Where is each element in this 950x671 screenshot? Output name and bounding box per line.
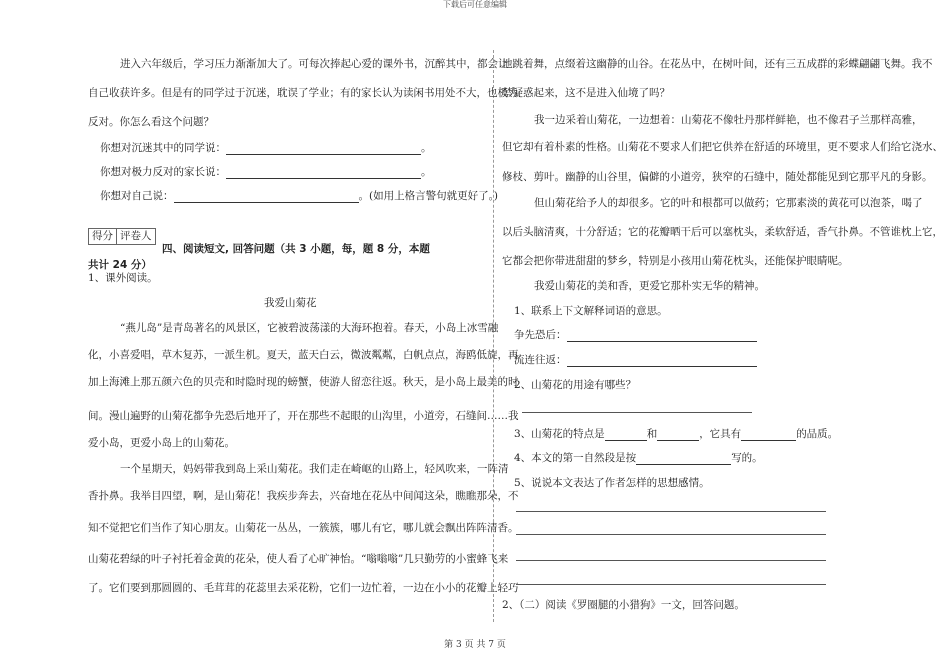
period: 。 — [421, 166, 432, 178]
answer-line-5[interactable] — [516, 534, 826, 535]
article-line: 修枝、剪叶。幽静的山谷里，偏僻的小道旁，狭窄的石缝中，随处都能见到它那平凡的身影。 — [502, 171, 933, 183]
question-4-text: 4、本文的第一自然段是按 — [514, 452, 637, 464]
intro-line-2: 自己收获许多。但是有的同学过于沉迷，耽误了学业；有的家长认为读闲书用处不大，也极力 — [88, 87, 519, 99]
article-line: 以后头脑清爽，十分舒适；它的花瓣晒干后可以塞枕头，柔软舒适，香气扑鼻。不管谁枕上它， — [502, 226, 943, 238]
answer-blank-3b[interactable] — [657, 429, 699, 441]
answer-line-5[interactable] — [516, 560, 826, 561]
answer-line-2[interactable] — [522, 412, 752, 413]
article-line: 化，小喜爱唱，草木复苏，一派生机。夏天，蓝天白云，微波粼粼，白帆点点，海鸥低旋，再 — [88, 349, 519, 361]
sub-question-1: 1、课外阅读。 — [88, 272, 158, 284]
question-self-label: 你想对自己说： — [100, 190, 174, 202]
question-1b — [514, 354, 757, 367]
answer-blank-3c[interactable] — [741, 429, 796, 441]
article-line: 加上海滩上那五颜六色的贝壳和时隐时现的螃蟹，使游人留恋往返。秋天，是小岛上最美的时 — [88, 376, 519, 388]
sub-question-2: 2、（二）阅读《罗圈腿的小猎狗》一文，回答问题。 — [502, 599, 745, 611]
article-line: 地跳着舞，点缀着这幽静的山谷。在花丛中，在树叶间，还有三五成群的彩蝶翩翩飞舞。我不 — [502, 58, 933, 70]
article-title: 我爱山菊花 — [264, 297, 317, 309]
question-classmate-label: 你想对沉迷其中的同学说： — [100, 142, 226, 154]
article-line: 香扑鼻。我举目四望，啊，是山菊花！我疾步奔去，兴奋地在花丛中间闻这朵，瞧瞧那朵，不 — [88, 490, 519, 502]
question-3-text: 的品质。 — [796, 428, 839, 440]
section-title-line-2: 共计 24 分） — [88, 259, 152, 271]
question-2: 2、山菊花的用途有哪些？ — [514, 379, 637, 391]
period: 。 — [421, 142, 432, 154]
article-line: 禁疑惑起来，这不是进入仙境了吗？ — [502, 87, 670, 99]
intro-line-3: 反对。你怎么看这个问题？ — [88, 116, 214, 128]
answer-blank-self[interactable] — [174, 191, 359, 203]
answer-line-5[interactable] — [516, 511, 826, 512]
article-line: 但山菊花给予人的却很多。它的叶和根都可以做药；它那素淡的黄花可以泡茶，喝了 — [534, 197, 923, 209]
article-line: 间。漫山遍野的山菊花都争先恐后地开了，开在那些不起眼的山沟里，小道旁，石缝间……我 — [88, 410, 519, 422]
question-parent-label: 你想对极力反对的家长说： — [100, 166, 226, 178]
header-note: 下载后可任意编辑 — [443, 0, 507, 9]
answer-blank-parent[interactable] — [226, 167, 421, 179]
question-1a — [514, 329, 757, 342]
article-line: 了。它们要到那圆圆的、毛茸茸的花蕊里去采花粉，它们一边忙着，一边在小小的花瓣上轻巧 — [88, 582, 519, 594]
question-5: 5、说说本文表达了作者怎样的思想感情。 — [514, 477, 710, 489]
answer-blank-1a[interactable] — [567, 330, 757, 342]
article-line: 爱小岛，更爱小岛上的山菊花。 — [88, 437, 235, 449]
article-line: “燕儿岛”是青岛著名的风景区，它被碧波荡漾的大海环抱着。春天，小岛上冰雪融 — [120, 322, 499, 334]
article-line: 山菊花碧绿的叶子衬托着金黄的花朵，使人看了心旷神怡。“嗡嗡嗡”几只勤劳的小蜜蜂飞来 — [88, 553, 509, 565]
article-line: 它都会把你带进甜甜的梦乡，特别是小孩用山菊花枕头，还能保护眼睛呢。 — [502, 255, 849, 267]
question-3-text: 和 — [646, 428, 658, 440]
question-3-text: ，它具有 — [699, 428, 742, 440]
answer-blank-3a[interactable] — [605, 429, 647, 441]
question-3-text: 3、山菊花的特点是 — [514, 428, 605, 440]
article-line: 知不觉把它们当作了知心朋友。山菊花一丛丛，一簇簇，哪儿有它，哪儿就会飘出阵阵清香。 — [88, 522, 519, 534]
article-line: 我爱山菊花的美和香，更爱它那朴实无华的精神。 — [534, 280, 765, 292]
score-box — [88, 228, 156, 245]
question-self — [100, 190, 498, 203]
answer-line-5[interactable] — [516, 584, 826, 585]
page-number: 第 3 页 共 7 页 — [444, 640, 506, 650]
article-line: 我一边采着山菊花，一边想着：山菊花不像牡丹那样鲜艳，也不像君子兰那样高雅， — [534, 114, 923, 126]
question-3 — [514, 428, 838, 441]
question-1a-label: 争先恐后： — [514, 329, 567, 341]
article-line: 但它却有着朴素的性格。山菊花不要求人们把它供养在舒适的环境里，更不要求人们给它浇水、 — [502, 141, 943, 153]
column-divider — [493, 50, 494, 622]
article-line: 一个星期天，妈妈带我到岛上采山菊花。我们走在崎岖的山路上，轻风吹来，一阵清 — [120, 463, 509, 475]
answer-blank-1b[interactable] — [567, 355, 757, 367]
answer-blank-classmate[interactable] — [226, 143, 421, 155]
answer-blank-4[interactable] — [636, 453, 731, 465]
grader-label: 评卷人 — [116, 229, 155, 244]
question-1b-label: 流连往返： — [514, 354, 567, 366]
question-4 — [514, 452, 763, 465]
question-parent — [100, 166, 432, 179]
question-classmate — [100, 142, 432, 155]
question-4-text: 写的。 — [731, 452, 763, 464]
question-self-tail: 。(如用上格言警句就更好了。) — [358, 190, 498, 202]
section-title: 四、阅读短文, 回答问题（共 3 小题，每，题 8 分，本题 — [162, 243, 430, 255]
score-label: 得分 — [92, 230, 113, 242]
question-1: 1、联系上下文解释词语的意思。 — [514, 305, 668, 317]
intro-line-1: 进入六年级后，学习压力渐渐加大了。可每次捧起心爱的课外书，沉醉其中，都会让 — [120, 58, 509, 70]
